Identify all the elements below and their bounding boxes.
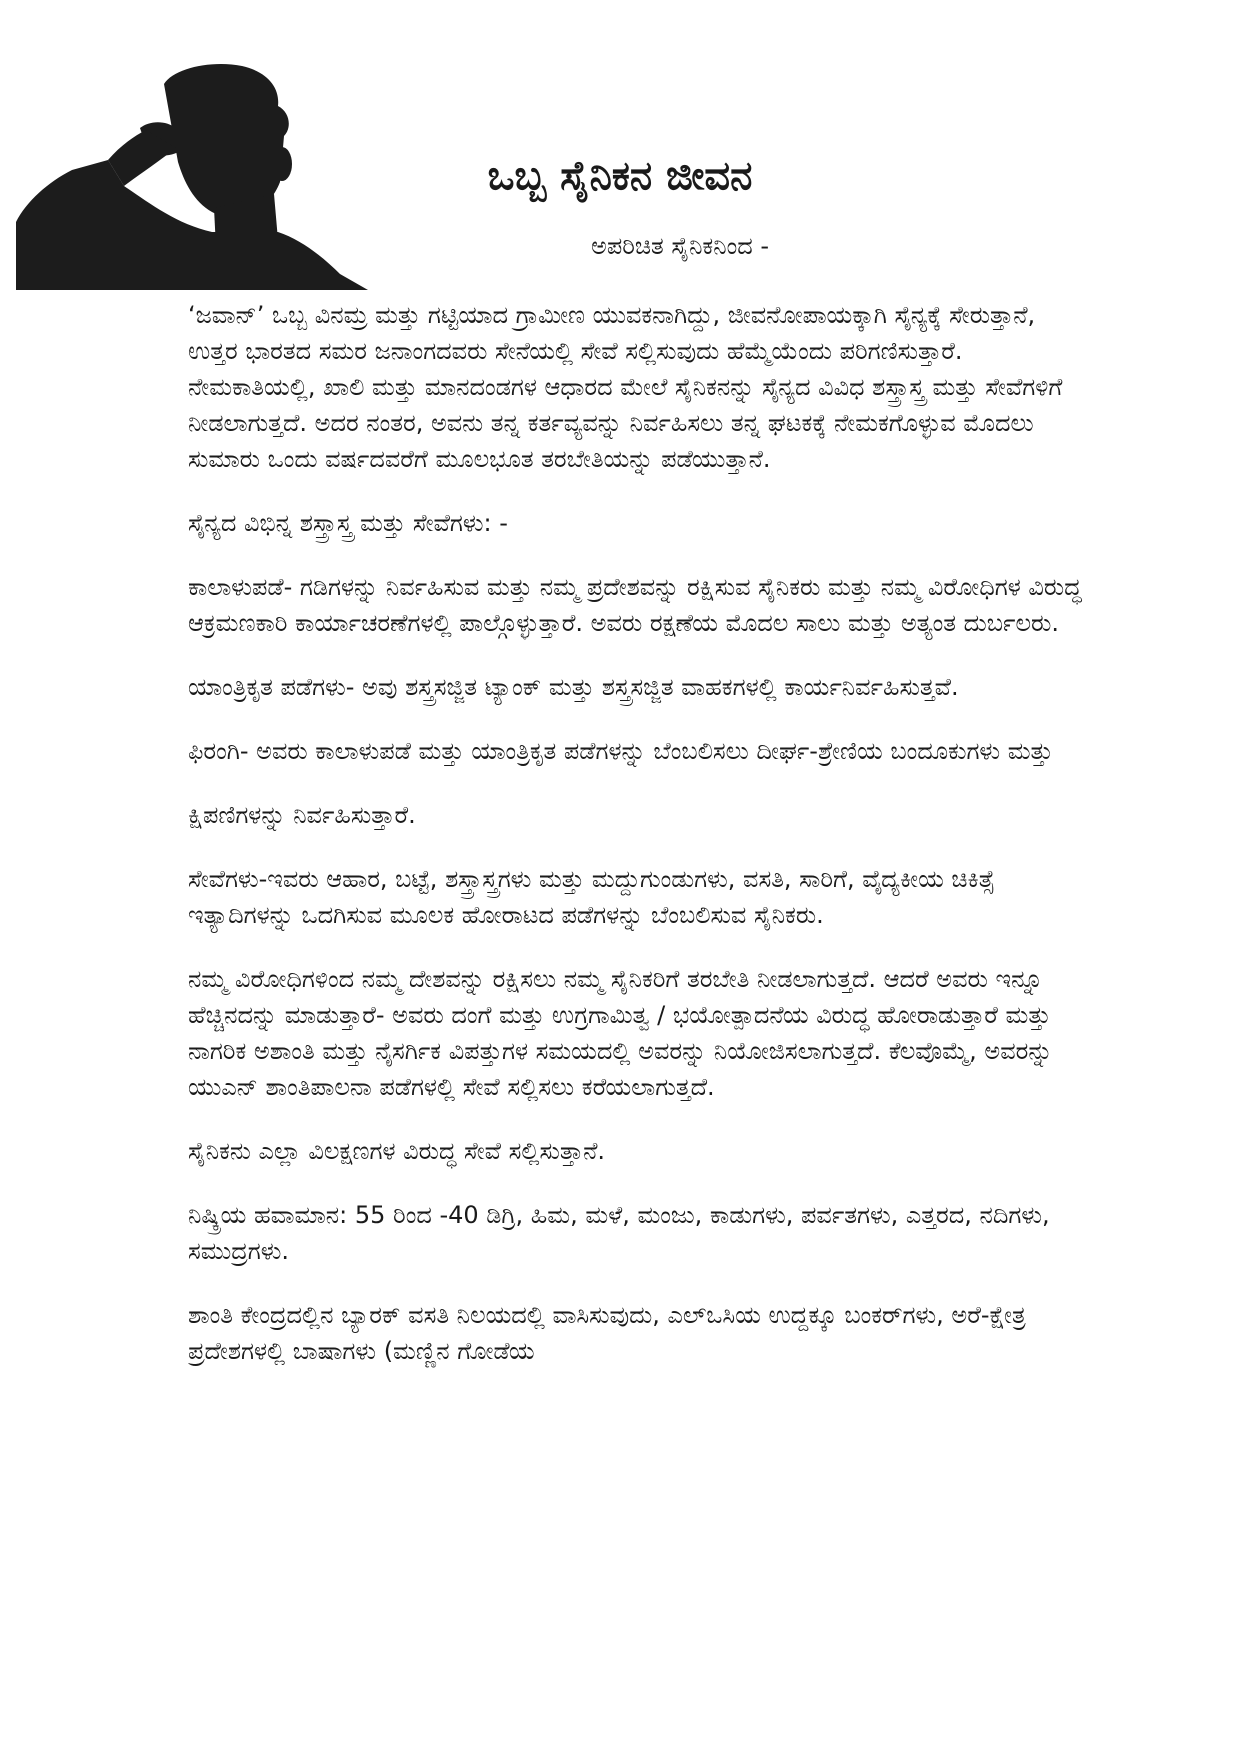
paragraph-infantry: ಕಾಲಾಳುಪಡೆ- ಗಡಿಗಳನ್ನು ನಿರ್ವಹಿಸುವ ಮತ್ತು ನಮ್ಮ ಪ್ರದೇಶವನ್ನು ರಕ್ಷಿಸುವ ಸೈನಿಕರು ಮತ್ತು ನಮ್ಮ ವಿರೋಧಿಗಳ ವಿರುದ್ಧ ಆಕ್ರಮಣಕಾರಿ ಕಾರ್ಯಾಚರಣೆಗಳಲ್ಲಿ ಪಾಲ್ಗೊಳ್ಳುತ್ತಾರೆ. ಅವರು ರಕ್ಷಣೆಯ ಮೊದಲ ಸಾಲು ಮತ್ತು ಅತ್ಯಂತ ದುರ್ಬಲರು.	[188, 573, 1082, 637]
paragraph-intro: ‘ಜವಾನ್’ ಒಬ್ಬ ವಿನಮ್ರ ಮತ್ತು ಗಟ್ಟಿಯಾದ ಗ್ರಾಮೀಣ ಯುವಕನಾಗಿದ್ದು, ಜೀವನೋಪಾಯಕ್ಕಾಗಿ ಸೈನ್ಯಕ್ಕೆ ಸೇರುತ್ತಾನೆ, ಉತ್ತರ ಭಾರತದ ಸಮರ ಜನಾಂಗದವರು ಸೇನೆಯಲ್ಲಿ ಸೇವೆ ಸಲ್ಲಿಸುವುದು ಹೆಮ್ಮೆಯೆಂದು ಪರಿಗಣಿಸುತ್ತಾರೆ. ನೇಮಕಾತಿಯಲ್ಲಿ, ಖಾಲಿ ಮತ್ತು ಮಾನದಂಡಗಳ ಆಧಾರದ ಮೇಲೆ ಸೈನಿಕನನ್ನು ಸೈನ್ಯದ ವಿವಿಧ ಶಸ್ತ್ರಾಸ್ತ್ರ ಮತ್ತು ಸೇವೆಗಳಿಗೆ ನೀಡಲಾಗುತ್ತದೆ. ಅದರ ನಂತರ, ಅವನು ತನ್ನ ಕರ್ತವ್ಯವನ್ನು ನಿರ್ವಹಿಸಲು ತನ್ನ ಘಟಕಕ್ಕೆ ನೇಮಕಗೊಳ್ಳುವ ಮೊದಲು ಸುಮಾರು ಒಂದು ವರ್ಷದವರೆಗೆ ಮೂಲಭೂತ ತರಬೇತಿಯನ್ನು ಪಡೆಯುತ್ತಾನೆ.	[188, 301, 1063, 473]
page-title: ಒಬ್ಬ ಸೈನಿಕನ ಜೀವನ	[487, 153, 753, 199]
paragraph-artillery: ಫಿರಂಗಿ- ಅವರು ಕಾಲಾಳುಪಡೆ ಮತ್ತು ಯಾಂತ್ರಿಕೃತ ಪಡೆಗಳನ್ನು ಬೆಂಬಲಿಸಲು ದೀರ್ಘ-ಶ್ರೇಣಿಯ ಬಂದೂಕುಗಳು ಮತ್ತು	[188, 737, 1053, 765]
paragraph-missiles: ಕ್ಷಿಪಣಿಗಳನ್ನು ನಿರ್ವಹಿಸುತ್ತಾರೆ.	[188, 801, 416, 829]
paragraph-climate: ನಿಷ್ಕ್ರಿಯ ಹವಾಮಾನ: 55 ರಿಂದ -40 ಡಿಗ್ರಿ, ಹಿಮ, ಮಳೆ, ಮಂಜು, ಕಾಡುಗಳು, ಪರ್ವತಗಳು, ಎತ್ತರದ, ನದಿಗಳು, ಸಮುದ್ರಗಳು.	[188, 1201, 1050, 1265]
paragraph-living: ಶಾಂತಿ ಕೇಂದ್ರದಲ್ಲಿನ ಬ್ಯಾರಕ್ ವಸತಿ ನಿಲಯದಲ್ಲಿ ವಾಸಿಸುವುದು, ಎಲ್ಒಸಿಯ ಉದ್ದಕ್ಕೂ ಬಂಕರ್‌ಗಳು, ಅರೆ-ಕ್ಷೇತ್ರ ಪ್ರದೇಶಗಳಲ್ಲಿ ಬಾಷಾಗಳು (ಮಣ್ಣಿನ ಗೋಡೆಯ	[188, 1301, 1026, 1365]
byline: ಅಪರಿಚಿತ ಸೈನಿಕನಿಂದ -	[591, 232, 769, 260]
paragraph-mechanised: ಯಾಂತ್ರಿಕೃತ ಪಡೆಗಳು- ಅವು ಶಸ್ತ್ರಸಜ್ಜಿತ ಟ್ಯಾಂಕ್ ಮತ್ತು ಶಸ್ತ್ರಸಜ್ಜಿತ ವಾಹಕಗಳಲ್ಲಿ ಕಾರ್ಯನಿರ್ವಹಿಸುತ್ತವೆ.	[188, 673, 959, 701]
paragraph-odds: ಸೈನಿಕನು ಎಲ್ಲಾ ವಿಲಕ್ಷಣಗಳ ವಿರುದ್ಧ ಸೇವೆ ಸಲ್ಲಿಸುತ್ತಾನೆ.	[188, 1137, 606, 1165]
paragraph-arms-heading: ಸೈನ್ಯದ ವಿಭಿನ್ನ ಶಸ್ತ್ರಾಸ್ತ್ರ ಮತ್ತು ಸೇವೆಗಳು: -	[188, 509, 508, 537]
paragraph-duties: ನಮ್ಮ ವಿರೋಧಿಗಳಿಂದ ನಮ್ಮ ದೇಶವನ್ನು ರಕ್ಷಿಸಲು ನಮ್ಮ ಸೈನಿಕರಿಗೆ ತರಬೇತಿ ನೀಡಲಾಗುತ್ತದೆ. ಆದರೆ ಅವರು ಇನ್ನೂ ಹೆಚ್ಚಿನದನ್ನು ಮಾಡುತ್ತಾರೆ- ಅವರು ದಂಗೆ ಮತ್ತು ಉಗ್ರಗಾಮಿತ್ವ / ಭಯೋತ್ಪಾದನೆಯ ವಿರುದ್ಧ ಹೋರಾಡುತ್ತಾರೆ ಮತ್ತು ನಾಗರಿಕ ಅಶಾಂತಿ ಮತ್ತು ನೈಸರ್ಗಿಕ ವಿಪತ್ತುಗಳ ಸಮಯದಲ್ಲಿ ಅವರನ್ನು ನಿಯೋಜಿಸಲಾಗುತ್ತದೆ. ಕೆಲವೊಮ್ಮೆ, ಅವರನ್ನು ಯುಎನ್ ಶಾಂತಿಪಾಲನಾ ಪಡೆಗಳಲ್ಲಿ ಸೇವೆ ಸಲ್ಲಿಸಲು ಕರೆಯಲಾಗುತ್ತದೆ.	[188, 965, 1053, 1101]
paragraph-services: ಸೇವೆಗಳು-ಇವರು ಆಹಾರ, ಬಟ್ಟೆ, ಶಸ್ತ್ರಾಸ್ತ್ರಗಳು ಮತ್ತು ಮದ್ದುಗುಂಡುಗಳು, ವಸತಿ, ಸಾರಿಗೆ, ವೈದ್ಯಕೀಯ ಚಿಕಿತ್ಸೆ ಇತ್ಯಾದಿಗಳನ್ನು ಒದಗಿಸುವ ಮೂಲಕ ಹೋರಾಟದ ಪಡೆಗಳನ್ನು ಬೆಂಬಲಿಸುವ ಸೈನಿಕರು.	[188, 865, 995, 929]
article-body	[188, 297, 1088, 1397]
saluting-soldier-silhouette	[16, 62, 368, 290]
